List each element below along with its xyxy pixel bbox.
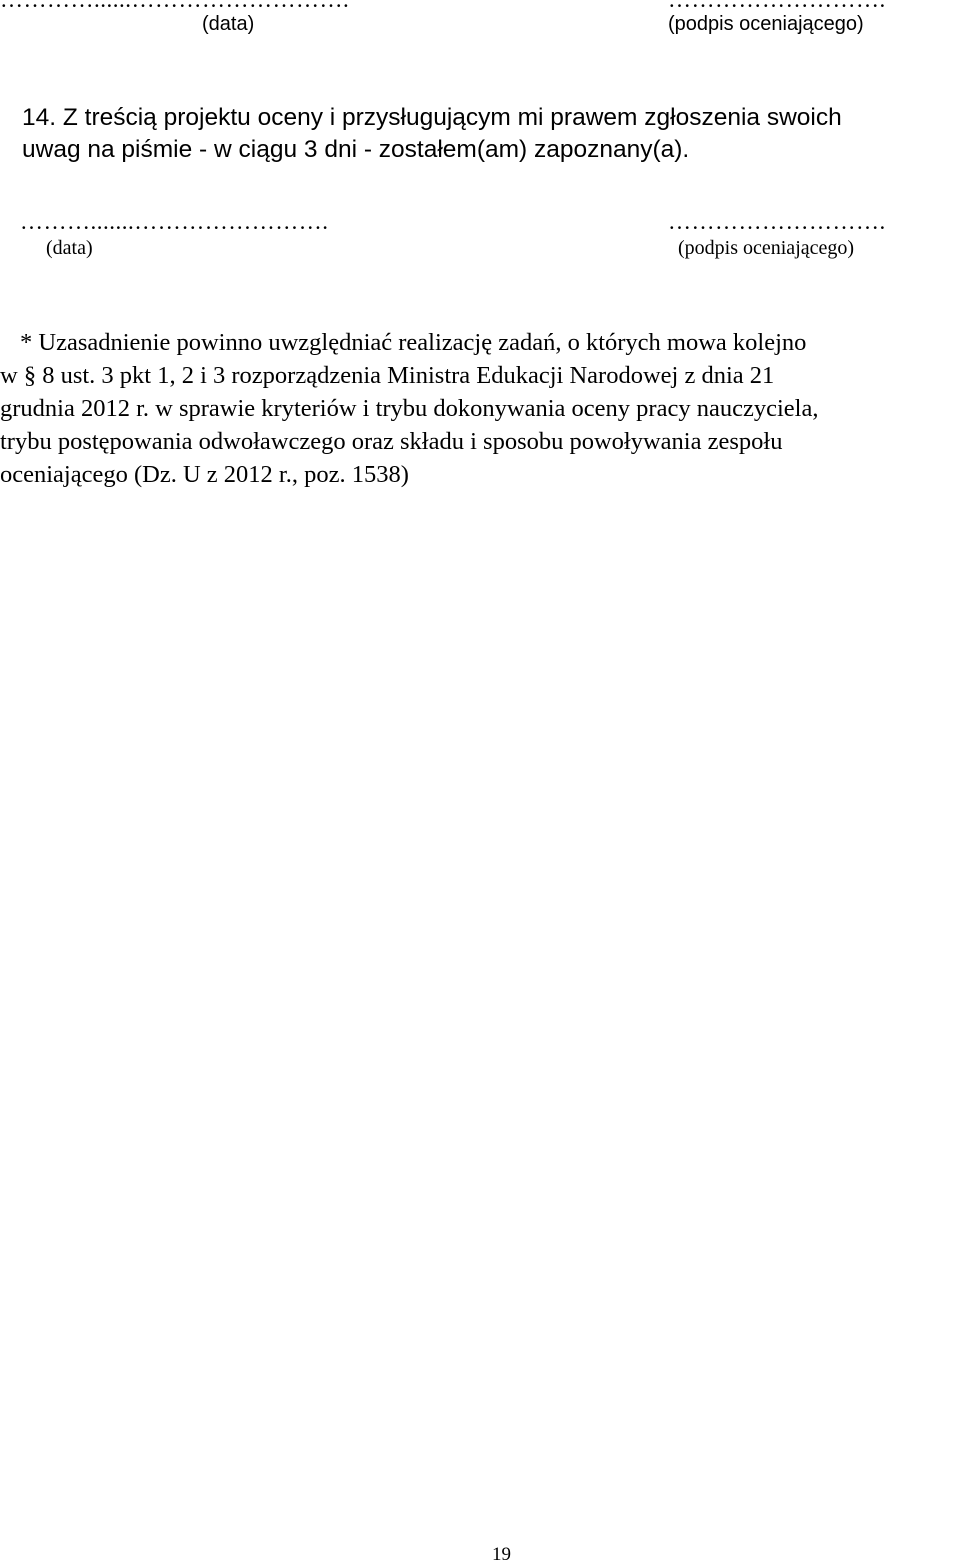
- signature-label-1: (podpis oceniającego): [668, 13, 864, 35]
- date-label-2: (data): [46, 237, 93, 259]
- date-label-1: (data): [202, 13, 255, 35]
- footnote-line-4: trybu postępowania odwoławczego oraz składu i sposobu powoływania zespołu: [0, 428, 783, 455]
- page-number: 19: [492, 1544, 511, 1565]
- item-14-line-1: 14. Z treścią projektu oceny i przysługującym mi prawem zgłoszenia swoich: [22, 104, 842, 131]
- footnote-line-1: * Uzasadnienie powinno uwzględniać realizację zadań, o których mowa kolejno: [20, 329, 807, 356]
- footnote-line-2: w § 8 ust. 3 pkt 1, 2 i 3 rozporządzenia Ministra Edukacji Narodowej z dnia 21: [0, 362, 775, 389]
- date-dotted-line-1: [0, 0, 349, 12]
- signature-dotted-line-1: [668, 0, 886, 12]
- footnote-line-3: grudnia 2012 r. w sprawie kryteriów i trybu dokonywania oceny pracy nauczyciela,: [0, 395, 819, 422]
- item-14-line-2: uwag na piśmie - w ciągu 3 dni - zostałem(am) zapoznany(a).: [22, 136, 690, 163]
- signature-dotted-line-2: ……………………….: [668, 209, 886, 234]
- signature-label-2: (podpis oceniającego): [678, 237, 855, 259]
- footnote-line-5: oceniającego (Dz. U z 2012 r., poz. 1538): [0, 461, 409, 488]
- date-dotted-line-2: ……….......…………………….: [20, 209, 329, 234]
